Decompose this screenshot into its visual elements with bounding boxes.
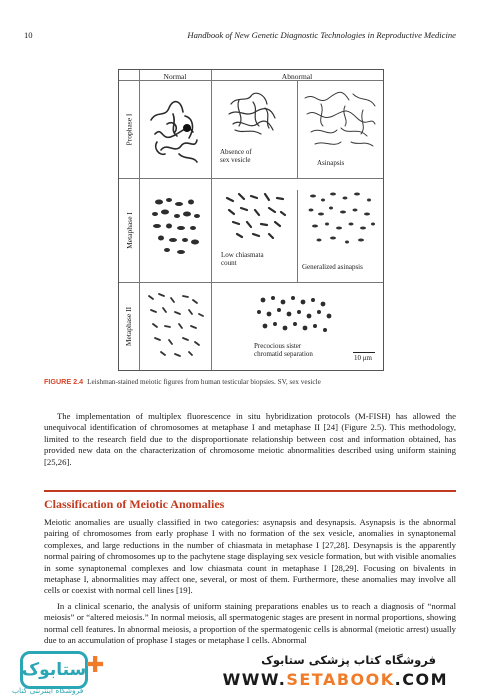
micrograph-metaphase-i-low-chiasmata bbox=[219, 186, 293, 246]
logo-subtitle: فروشگاه اینترنتی کتاب bbox=[12, 686, 84, 695]
micrograph-metaphase-ii-normal bbox=[143, 288, 209, 364]
section-title: Classification of Meiotic Anomalies bbox=[44, 497, 225, 511]
scale-bar bbox=[353, 352, 375, 353]
micrograph-metaphase-ii-precocious bbox=[249, 290, 339, 340]
label-asinapsis: Asinapsis bbox=[317, 159, 345, 167]
figure-caption bbox=[44, 377, 321, 386]
paragraph-clinical: In a clinical scenario, the analysis of uniform staining preparations enables us to reach a diagnosis of “normal meiosis” or “altered meiosis.” In normal meiosis, all spermatogenic stages are present in normal proportions, showing normal cell features. In abnormal meiosis, a proportion of the spermatogenic cells is abnormal (meiotic arrest) usually due to an accumulation of prophase I stages or metaphase I cells. Abnormal bbox=[44, 601, 456, 646]
paragraph-classification: Meiotic anomalies are usually classified in two categories: asynapsis and desynapsis. Asynapsis is the abnormal pairing of chromosomes from early prophase I with no formation of the sex vesicle, anomalies in synaptonemal complexes, and large reductions in the number of chiasmata in metaphase I [27,28]. Desynapsis is the apparently normal pairing of chromosomes up to the pachytene stage displaying sex vesicle formation, but with visible anomalies in some synaptonemal complexes and low chiasmata count in metaphase I [28,29]. Focusing on bivalents in metaphase I, abnormalities may affect one, several, or most of them. Furthermore, these anomalies may involve all cells or coexist with normal cell lines [19]. bbox=[44, 517, 456, 596]
label-generalized-asinapsis: Generalized asinapsis bbox=[302, 263, 363, 271]
figure-caption-text: Leishman-stained meiotic figures from human testicular biopsies. SV, sex vesicle bbox=[87, 378, 321, 386]
micrograph-metaphase-i-normal bbox=[145, 190, 207, 260]
label-low-chiasmata: Low chiasmata count bbox=[221, 251, 264, 267]
micrograph-prophase-normal bbox=[143, 90, 207, 172]
col-header-abnormal: Abnormal bbox=[281, 72, 313, 81]
store-title: فروشگاه کتاب پزشکی ستابوک bbox=[261, 653, 436, 667]
setabook-logo bbox=[6, 651, 156, 695]
paragraph-mfish: The implementation of multiplex fluorescence in situ hybridization protocols (M-FISH) has allowed the unequivocal identification of chromosomes at metaphase I and metaphase II [24] (Figure 2.5). This methodology, limited to the research field due to the disproportionate relationship between cost and information obtained, has provided new data on the characterization of chromosome meiotic abnormalities described using uniform staining [25,26]. bbox=[44, 411, 456, 467]
store-url[interactable]: WWW.SETABOOK.COM bbox=[222, 670, 448, 689]
figure-caption-label: FIGURE 2.4 bbox=[44, 377, 84, 386]
running-title: Handbook of New Genetic Diagnostic Technologies in Reproductive Medicine bbox=[187, 30, 456, 40]
row-label-prophase: Prophase I bbox=[124, 113, 134, 146]
logo-text: ستابوک bbox=[20, 651, 88, 689]
page-number: 10 bbox=[24, 30, 33, 40]
figure-2-4 bbox=[118, 69, 384, 371]
section-rule bbox=[44, 490, 456, 492]
label-absence-sex-vesicle: Absence of sex vesicle bbox=[220, 148, 252, 164]
logo-mark-icon: ✚ bbox=[86, 653, 105, 678]
micrograph-metaphase-i-generalized bbox=[303, 186, 379, 256]
micrograph-prophase-asinapsis bbox=[301, 86, 379, 152]
page-header bbox=[24, 30, 456, 44]
row-label-metaphase-i: Metaphase I bbox=[124, 212, 134, 249]
micrograph-prophase-absence bbox=[217, 88, 293, 140]
scale-bar-label: 10 μm bbox=[354, 354, 372, 362]
watermark-footer bbox=[0, 645, 500, 700]
col-header-normal: Normal bbox=[163, 72, 187, 81]
label-precocious-separation: Precocious sister chromatid separation bbox=[254, 342, 313, 358]
row-label-metaphase-ii: Metaphase II bbox=[124, 306, 134, 347]
